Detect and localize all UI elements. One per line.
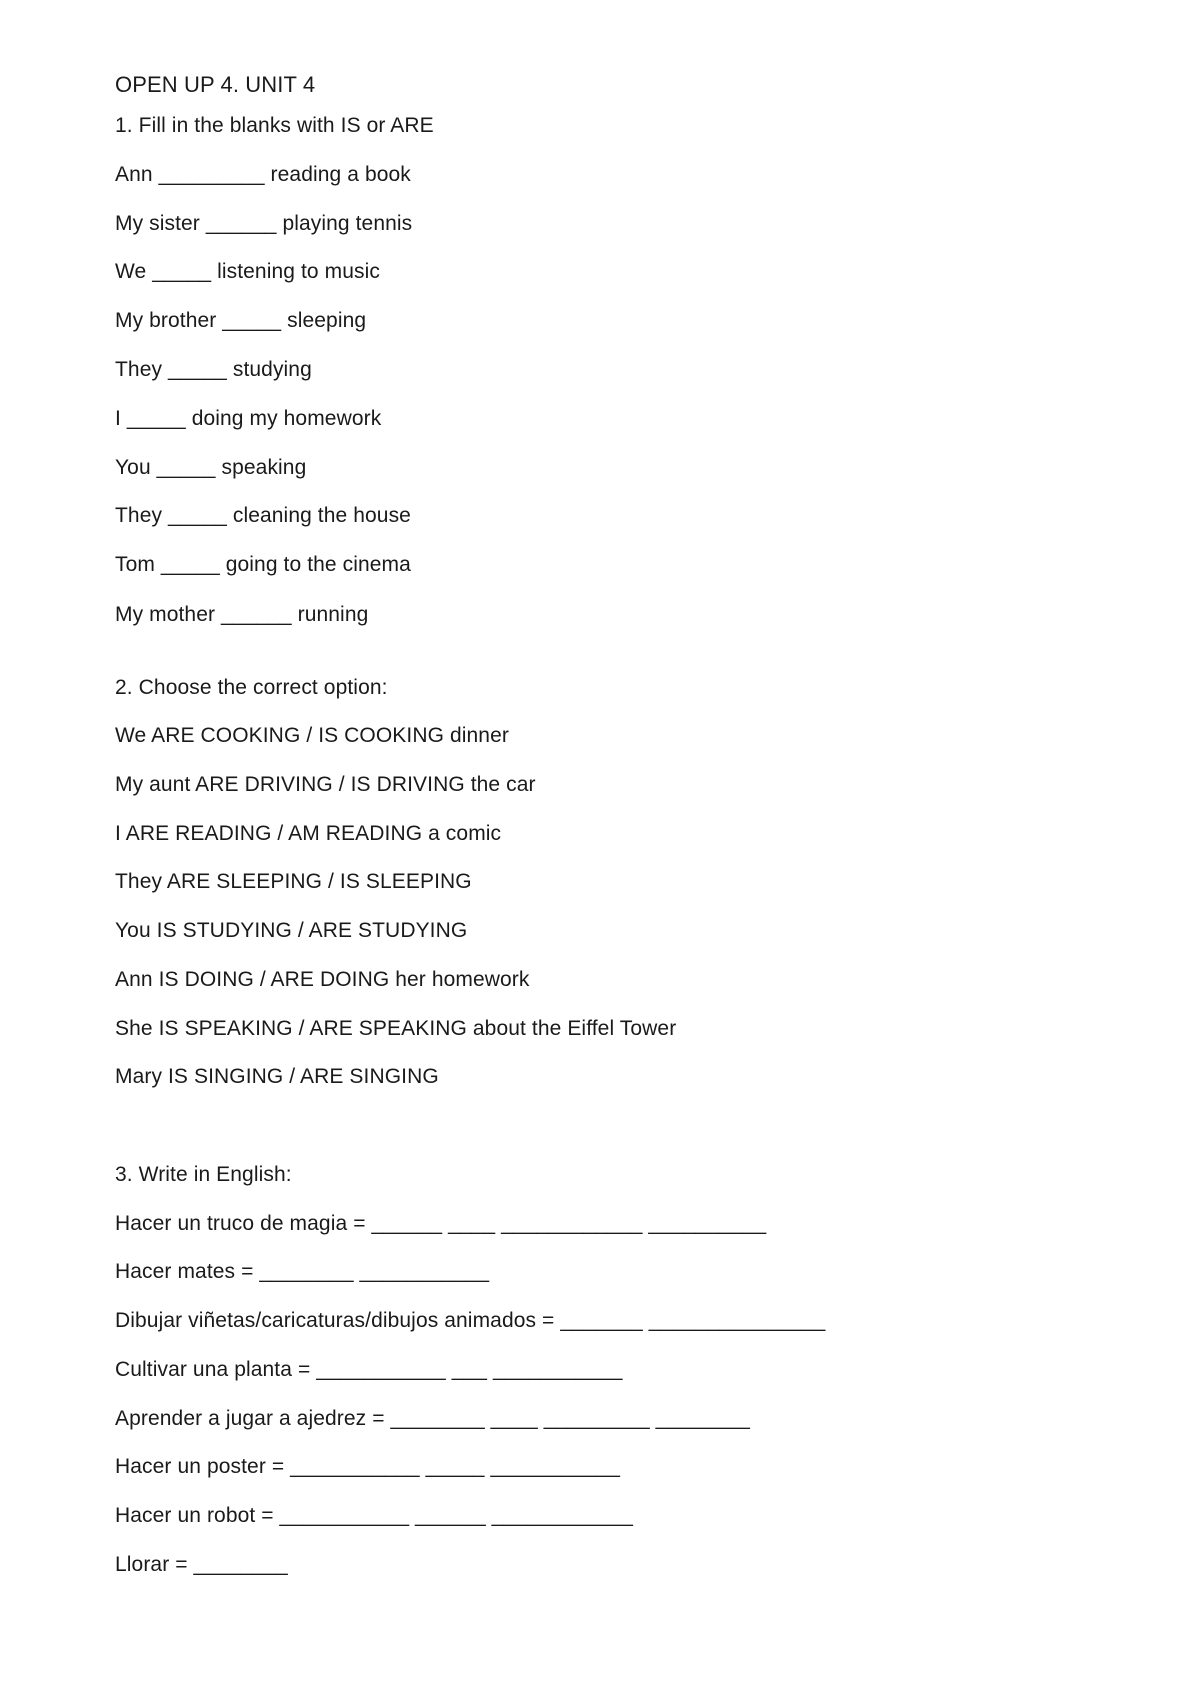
section-2-item: Ann IS DOING / ARE DOING her homework: [115, 968, 530, 991]
section-1-item: Ann _________ reading a book: [115, 163, 411, 186]
section-3-heading: 3. Write in English:: [115, 1163, 292, 1186]
section-2-item: We ARE COOKING / IS COOKING dinner: [115, 724, 509, 747]
section-2-item: She IS SPEAKING / ARE SPEAKING about the Eiffel Tower: [115, 1017, 677, 1040]
worksheet-title: OPEN UP 4. UNIT 4: [115, 72, 316, 97]
section-2-heading: 2. Choose the correct option:: [115, 676, 388, 699]
section-1-item: You _____ speaking: [115, 456, 307, 479]
section-1-item: Tom _____ going to the cinema: [115, 553, 411, 576]
section-1-item: They _____ studying: [115, 358, 312, 381]
section-2-item: You IS STUDYING / ARE STUDYING: [115, 919, 468, 942]
section-1-heading: 1. Fill in the blanks with IS or ARE: [115, 114, 434, 137]
section-2-item: I ARE READING / AM READING a comic: [115, 822, 502, 845]
section-3-item: Cultivar una planta = ___________ ___ ___________: [115, 1358, 623, 1381]
section-1-item: My brother _____ sleeping: [115, 309, 367, 332]
section-3-item: Hacer un robot = ___________ ______ ____________: [115, 1504, 634, 1527]
section-2-item: My aunt ARE DRIVING / IS DRIVING the car: [115, 773, 536, 796]
section-3-item: Hacer un poster = ___________ _____ ___________: [115, 1455, 621, 1478]
section-2-item: They ARE SLEEPING / IS SLEEPING: [115, 870, 472, 893]
section-3-item: Aprender a jugar a ajedrez = ________ ____ _________ ________: [115, 1407, 750, 1430]
section-3-item: Hacer un truco de magia = ______ ____ ____________ __________: [115, 1212, 767, 1235]
section-1-item: My mother ______ running: [115, 603, 369, 626]
section-3-item: Hacer mates = ________ ___________: [115, 1260, 490, 1283]
section-3-item: Llorar = ________: [115, 1553, 288, 1576]
section-1-item: My sister ______ playing tennis: [115, 212, 413, 235]
section-1-item: I _____ doing my homework: [115, 407, 382, 430]
section-1-item: They _____ cleaning the house: [115, 504, 411, 527]
section-3-item: Dibujar viñetas/caricaturas/dibujos animados = _______ _______________: [115, 1309, 826, 1332]
section-1-item: We _____ listening to music: [115, 260, 380, 283]
section-2-item: Mary IS SINGING / ARE SINGING: [115, 1065, 439, 1088]
